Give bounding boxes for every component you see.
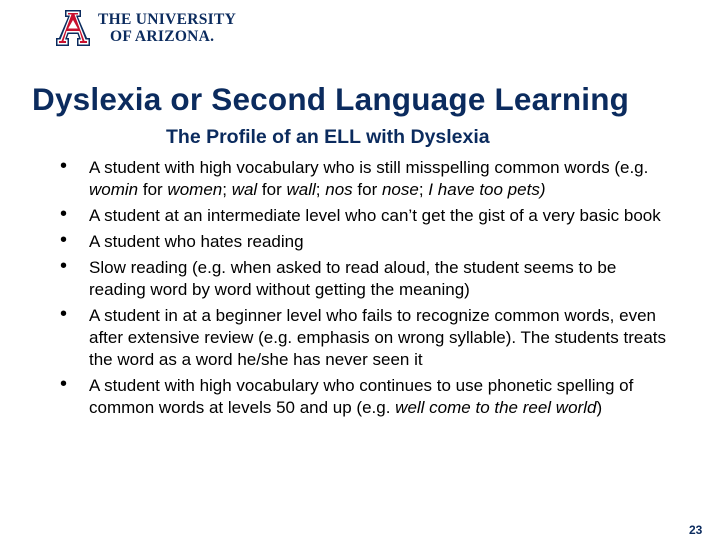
bullet-item <box>58 205 670 227</box>
bullet-text: for <box>257 180 287 199</box>
bullet-item <box>58 157 670 201</box>
bullet-item <box>58 375 670 419</box>
bullet-text: for <box>138 180 168 199</box>
bullet-italic-text: women <box>167 180 223 199</box>
bullet-text: A student at an intermediate level who can’t get the gist of a very basic book <box>89 206 661 225</box>
header <box>0 0 728 56</box>
bullet-item <box>58 257 670 301</box>
bullet-italic-text: womin <box>89 180 139 199</box>
bullet-text: for <box>352 180 382 199</box>
bullet-italic-text: wal <box>231 180 258 199</box>
slide-subtitle: The Profile of an ELL with Dyslexia <box>166 126 490 148</box>
university-wordmark <box>98 11 236 45</box>
bullet-italic-text: I have too pets) <box>428 180 546 199</box>
bullet-italic-text: nose <box>381 180 419 199</box>
bullet-text: A student who hates reading <box>89 232 304 251</box>
bullet-text: ; <box>315 180 326 199</box>
bullet-list <box>58 157 670 423</box>
bullet-text: A student in at a beginner level who fails to recognize common words, even after extensive review (e.g. emphasis on wrong syllable). The students treats the word as a word he/she has never seen it <box>89 306 667 369</box>
university-a-logo-icon <box>54 8 92 48</box>
bullet-italic-text: wall <box>286 180 316 199</box>
bullet-item <box>58 231 670 253</box>
wordmark-line-2: OF ARIZONA. <box>110 28 215 45</box>
bullet-text: Slow reading (e.g. when asked to read aloud, the student seems to be reading word by word without getting the meaning) <box>89 258 617 299</box>
bullet-text: ; <box>222 180 232 199</box>
bullet-text: ; <box>418 180 429 199</box>
slide-title: Dyslexia or Second Language Learning <box>32 81 630 117</box>
bullet-italic-text: well come to the reel world <box>395 398 597 417</box>
bullet-text: ) <box>596 398 603 417</box>
page-number: 23 <box>689 523 703 537</box>
bullet-text: A student with high vocabulary who continues to use phonetic spelling of common words at levels 50 and up (e.g. <box>89 376 634 417</box>
bullet-item <box>58 305 670 371</box>
bullet-text: A student with high vocabulary who is still misspelling common words (e.g. <box>89 158 649 177</box>
bullet-italic-text: nos <box>325 180 353 199</box>
wordmark-line-1: THE UNIVERSITY <box>98 11 237 28</box>
